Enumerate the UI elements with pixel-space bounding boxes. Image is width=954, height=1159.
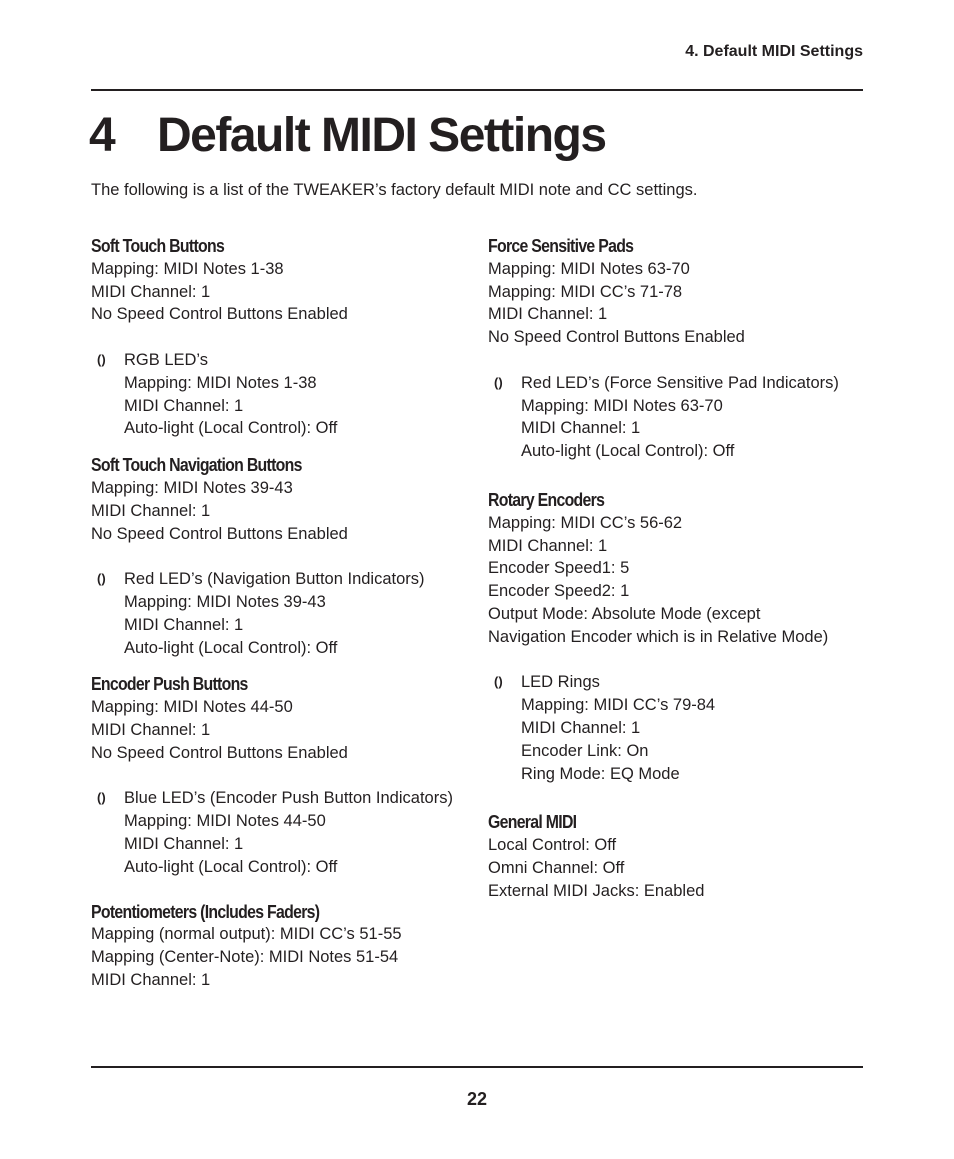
bullet-label: LED Rings <box>521 673 600 692</box>
potentiometers-section <box>91 901 471 992</box>
setting-line: Mapping (Center-Note): MIDI Notes 51-54 <box>91 948 399 967</box>
setting-line: MIDI Channel: 1 <box>91 720 211 739</box>
setting-line: Mapping: MIDI Notes 44-50 <box>91 698 293 717</box>
bullet-item <box>91 787 471 878</box>
soft-touch-section <box>91 235 471 440</box>
section-heading: Potentiometers (Includes Faders) <box>91 901 320 922</box>
bullet-item <box>488 671 868 785</box>
setting-line: MIDI Channel: 1 <box>488 305 608 324</box>
bullet-line: Mapping: MIDI Notes 39-43 <box>124 592 326 611</box>
bullet-line: MIDI Channel: 1 <box>521 718 641 737</box>
bullet-line: Mapping: MIDI CC’s 79-84 <box>521 696 716 715</box>
bullet-line: MIDI Channel: 1 <box>124 615 244 634</box>
bottom-divider <box>91 1066 863 1068</box>
setting-line: MIDI Channel: 1 <box>91 501 211 520</box>
bullet-line: Auto-light (Local Control): Off <box>124 857 338 876</box>
bullet-label: Red LED’s (Force Sensitive Pad Indicators) <box>521 373 839 392</box>
setting-line: Mapping (normal output): MIDI CC’s 51-55 <box>91 925 402 944</box>
force-pads-section <box>488 235 868 463</box>
bullet-item <box>488 372 868 463</box>
bullet-line: Mapping: MIDI Notes 63-70 <box>521 396 723 415</box>
setting-line: Mapping: MIDI Notes 63-70 <box>488 259 690 278</box>
encoder-push-section <box>91 673 471 878</box>
bullet-label: Blue LED’s (Encoder Push Button Indicators) <box>124 789 453 808</box>
setting-line: MIDI Channel: 1 <box>91 970 211 989</box>
left-column <box>91 235 471 992</box>
setting-line: Mapping: MIDI Notes 1-38 <box>91 259 284 278</box>
bullet-label: RGB LED’s <box>124 350 209 369</box>
right-column <box>488 235 868 903</box>
bullet-label: Red LED’s (Navigation Button Indicators) <box>124 570 425 589</box>
bullet-line: Auto-light (Local Control): Off <box>124 638 338 657</box>
setting-line: Navigation Encoder which is in Relative Mode) <box>488 627 829 646</box>
top-divider <box>91 89 863 91</box>
setting-line: Omni Channel: Off <box>488 858 625 877</box>
section-heading: Soft Touch Buttons <box>91 236 225 256</box>
page-number: 22 <box>466 1089 488 1109</box>
running-head: 4. Default MIDI Settings <box>685 43 863 60</box>
bullet-icon: () <box>97 351 106 367</box>
setting-line: Mapping: MIDI CC’s 71-78 <box>488 282 683 301</box>
bullet-icon: () <box>494 674 503 690</box>
setting-line: No Speed Control Buttons Enabled <box>91 305 348 324</box>
bullet-line: Auto-light (Local Control): Off <box>124 419 338 438</box>
bullet-line: Auto-light (Local Control): Off <box>521 442 735 461</box>
setting-line: MIDI Channel: 1 <box>91 282 211 301</box>
setting-line: Output Mode: Absolute Mode (except <box>488 604 761 623</box>
section-heading: Soft Touch Navigation Buttons <box>91 455 302 476</box>
navigation-section <box>91 454 471 659</box>
bullet-line: Mapping: MIDI Notes 44-50 <box>124 812 326 831</box>
setting-line: No Speed Control Buttons Enabled <box>488 328 745 347</box>
general-midi-section <box>488 811 868 902</box>
setting-line: No Speed Control Buttons Enabled <box>91 524 348 543</box>
setting-line: External MIDI Jacks: Enabled <box>488 881 705 900</box>
setting-line: Local Control: Off <box>488 836 617 855</box>
section-heading: Encoder Push Buttons <box>91 674 248 695</box>
setting-line: Encoder Speed2: 1 <box>488 582 630 601</box>
setting-line: Mapping: MIDI CC’s 56-62 <box>488 513 683 532</box>
bullet-line: Encoder Link: On <box>521 741 649 760</box>
setting-line: MIDI Channel: 1 <box>488 536 608 555</box>
bullet-line: MIDI Channel: 1 <box>521 419 641 438</box>
section-heading: Rotary Encoders <box>488 489 605 510</box>
page-title <box>89 108 606 163</box>
bullet-line: Ring Mode: EQ Mode <box>521 764 680 783</box>
bullet-line: MIDI Channel: 1 <box>124 396 244 415</box>
section-heading: General MIDI <box>488 812 577 833</box>
setting-line: No Speed Control Buttons Enabled <box>91 743 348 762</box>
setting-line: Encoder Speed1: 5 <box>488 559 630 578</box>
chapter-number: 4 <box>89 109 115 162</box>
bullet-icon: () <box>97 790 106 806</box>
bullet-line: Mapping: MIDI Notes 1-38 <box>124 373 317 392</box>
bullet-item <box>91 568 471 659</box>
chapter-title: Default MIDI Settings <box>157 109 606 162</box>
bullet-icon: () <box>494 374 503 390</box>
intro-paragraph: The following is a list of the TWEAKER’s factory default MIDI note and CC settings. <box>91 181 698 199</box>
rotary-encoders-section <box>488 489 868 785</box>
bullet-icon: () <box>97 571 106 587</box>
section-heading: Force Sensitive Pads <box>488 236 634 256</box>
setting-line: Mapping: MIDI Notes 39-43 <box>91 478 293 497</box>
bullet-line: MIDI Channel: 1 <box>124 834 244 853</box>
bullet-item <box>91 349 471 440</box>
